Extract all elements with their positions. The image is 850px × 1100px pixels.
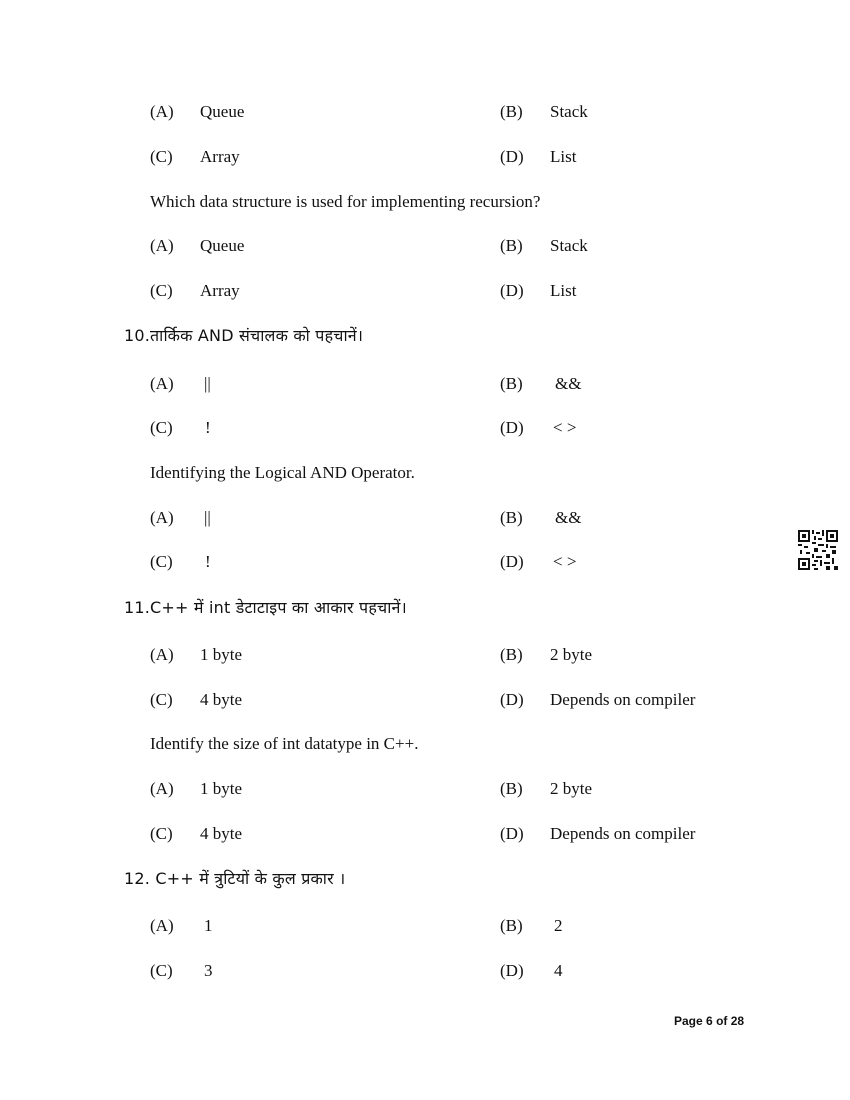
option-label-b: (B) <box>500 374 523 393</box>
question-11-hindi: 11.C++ में int डेटाटाइप का आकार पहचानें। <box>124 598 407 617</box>
option-label-b: (B) <box>500 508 523 527</box>
option-b-text: 2 <box>554 916 563 935</box>
option-d-text: List <box>550 147 577 166</box>
option-d-text: List <box>550 281 577 300</box>
option-a-text: || <box>204 508 211 527</box>
option-label-c: (C) <box>150 690 173 709</box>
option-a-text: 1 byte <box>200 645 243 664</box>
option-d-text: 4 <box>554 961 563 980</box>
option-label-a: (A) <box>150 645 174 664</box>
option-label-d: (D) <box>500 281 524 300</box>
option-b-text: Stack <box>550 102 588 121</box>
option-label-d: (D) <box>500 418 524 437</box>
option-a-text: || <box>204 374 211 393</box>
option-a-text: Queue <box>200 236 245 255</box>
option-label-d: (D) <box>500 824 524 843</box>
option-b-text: 2 byte <box>550 779 593 798</box>
option-d-text: < > <box>553 552 577 571</box>
option-d-text: Depends on compiler <box>550 824 696 843</box>
option-a-text: 1 byte <box>200 779 243 798</box>
option-label-b: (B) <box>500 779 523 798</box>
question-text-en: Which data structure is used for implementing recursion? <box>150 192 541 211</box>
option-label-d: (D) <box>500 690 524 709</box>
option-label-a: (A) <box>150 374 174 393</box>
option-d-text: < > <box>553 418 577 437</box>
option-label-b: (B) <box>500 102 523 121</box>
option-c-text: 3 <box>204 961 213 980</box>
option-label-d: (D) <box>500 961 524 980</box>
option-d-text: Depends on compiler <box>550 690 696 709</box>
question-10-hindi: 10.तार्किक AND संचालक को पहचानें। <box>124 326 364 345</box>
page-total: 28 <box>730 1014 745 1028</box>
page-number: 6 <box>706 1014 713 1028</box>
option-label-a: (A) <box>150 236 174 255</box>
option-b-text: && <box>555 374 582 393</box>
option-c-text: 4 byte <box>200 690 243 709</box>
option-a-text: 1 <box>204 916 213 935</box>
option-label-b: (B) <box>500 916 523 935</box>
option-label-c: (C) <box>150 418 173 437</box>
question-text-en: Identify the size of int datatype in C++. <box>150 734 419 753</box>
option-c-text: Array <box>200 281 240 300</box>
option-label-d: (D) <box>500 147 524 166</box>
page-word: Page <box>674 1014 703 1028</box>
option-b-text: 2 byte <box>550 645 593 664</box>
question-12-hindi: 12. C++ में त्रुटियों के कुल प्रकार । <box>124 869 346 888</box>
option-label-c: (C) <box>150 281 173 300</box>
option-b-text: && <box>555 508 582 527</box>
option-label-c: (C) <box>150 147 173 166</box>
question-text-en: Identifying the Logical AND Operator. <box>150 463 415 482</box>
option-label-a: (A) <box>150 779 174 798</box>
option-label-a: (A) <box>150 508 174 527</box>
of-word: of <box>716 1014 728 1028</box>
option-label-c: (C) <box>150 552 173 571</box>
option-b-text: Stack <box>550 236 588 255</box>
option-label-d: (D) <box>500 552 524 571</box>
qr-code-icon <box>798 530 838 570</box>
page-number-footer <box>674 1014 744 1028</box>
option-label-a: (A) <box>150 102 174 121</box>
option-label-c: (C) <box>150 961 173 980</box>
option-label-c: (C) <box>150 824 173 843</box>
option-c-text: ! <box>205 418 211 437</box>
option-label-b: (B) <box>500 645 523 664</box>
option-label-a: (A) <box>150 916 174 935</box>
option-label-b: (B) <box>500 236 523 255</box>
option-c-text: Array <box>200 147 240 166</box>
option-a-text: Queue <box>200 102 245 121</box>
option-c-text: ! <box>205 552 211 571</box>
option-c-text: 4 byte <box>200 824 243 843</box>
